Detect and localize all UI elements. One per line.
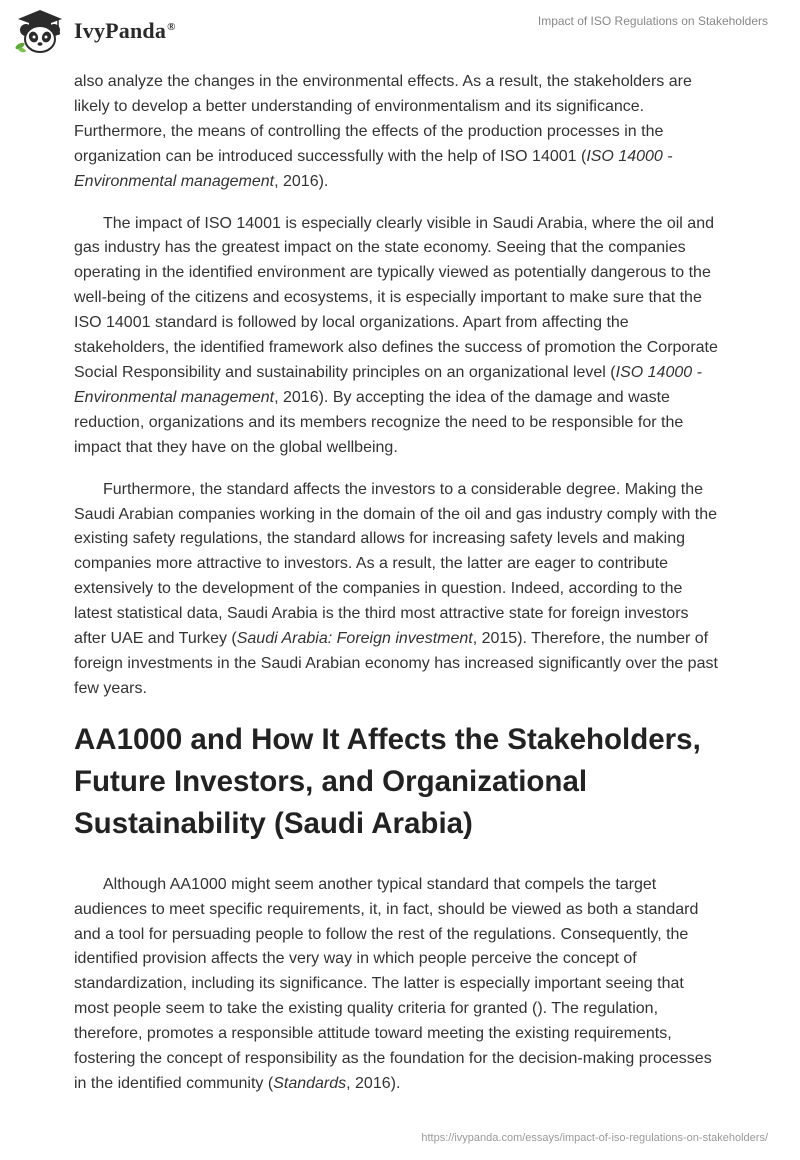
section-heading: AA1000 and How It Affects the Stakeholders, Future Investors, and Organizational Sustainability (Saudi Arabia) <box>74 722 701 840</box>
registered-mark: ® <box>167 20 176 33</box>
citation: ISO 14000 - Environmental management <box>74 363 702 406</box>
paragraph: Although AA1000 might seem another typical standard that compels the target audiences to meet specific requirements, it, in fact, should be viewed as both a standard and a tool for persuading people to follow the rest of the regulations. Consequently, the identified provision affects the very way in which people perceive the concept of standardization, including its significance. The latter is especially important seeing that most people seem to take the existing quality criteria for granted (). The regulation, therefore, promotes a responsible attitude toward meeting the existing requirements, fostering the concept of responsibility as the foundation for the decision-making processes in the identified community (Standards, 2016). <box>74 875 712 1092</box>
citation: Saudi Arabia: Foreign investment <box>236 630 473 648</box>
ivypanda-logo[interactable] <box>14 8 176 54</box>
citation: Standards <box>273 1075 347 1092</box>
brand-name: IvyPanda® <box>74 18 176 43</box>
panda-graduate-icon <box>14 8 66 54</box>
paragraph: also analyze the changes in the environmental effects. As a result, the stakeholders are likely to develop a better understanding of environmentalism and its significance. Furthermore, the means of controlling the effects of the production processes in the organization can be introduced successfully with the help of ISO 14001 (ISO 14000 - Environmental management, 2016). <box>74 73 692 190</box>
citation: ISO 14000 - Environmental management <box>74 147 673 190</box>
source-url[interactable]: https://ivypanda.com/essays/impact-of-iso-regulations-on-stakeholders/ <box>421 1132 768 1144</box>
essay-body <box>74 70 720 1114</box>
paragraph: The impact of ISO 14001 is especially clearly visible in Saudi Arabia, where the oil and gas industry has the greatest impact on the state economy. Seeing that the companies operating in the identified environment are typically viewed as potentially dangerous to the well-being of the citizens and ecosystems, it is especially important to make sure that the ISO 14001 standard is followed by local organizations. Apart from affecting the stakeholders, the identified framework also defines the success of promotion the Corporate Social Responsibility and sustainability principles on an organizational level (ISO 14000 - Environmental management, 2016). By accepting the idea of the damage and waste reduction, organizations and its members recognize the need to be responsible for the impact that they have on the global wellbeing. <box>74 214 718 456</box>
paragraph: Furthermore, the standard affects the investors to a considerable degree. Making the Saudi Arabian companies working in the domain of the oil and gas industry comply with the existing safety regulations, the standard allows for increasing safety levels and making companies more attractive to investors. As a result, the latter are eager to contribute extensively to the development of the companies in question. Indeed, according to the latest statistical data, Saudi Arabia is the third most attractive state for foreign investors after UAE and Turkey (Saudi Arabia: Foreign investment, 2015). Therefore, the number of foreign investments in the Saudi Arabian economy has increased significantly over the past few years. <box>74 480 718 697</box>
document-title: Impact of ISO Regulations on Stakeholders <box>537 14 768 28</box>
page-header <box>0 0 800 64</box>
